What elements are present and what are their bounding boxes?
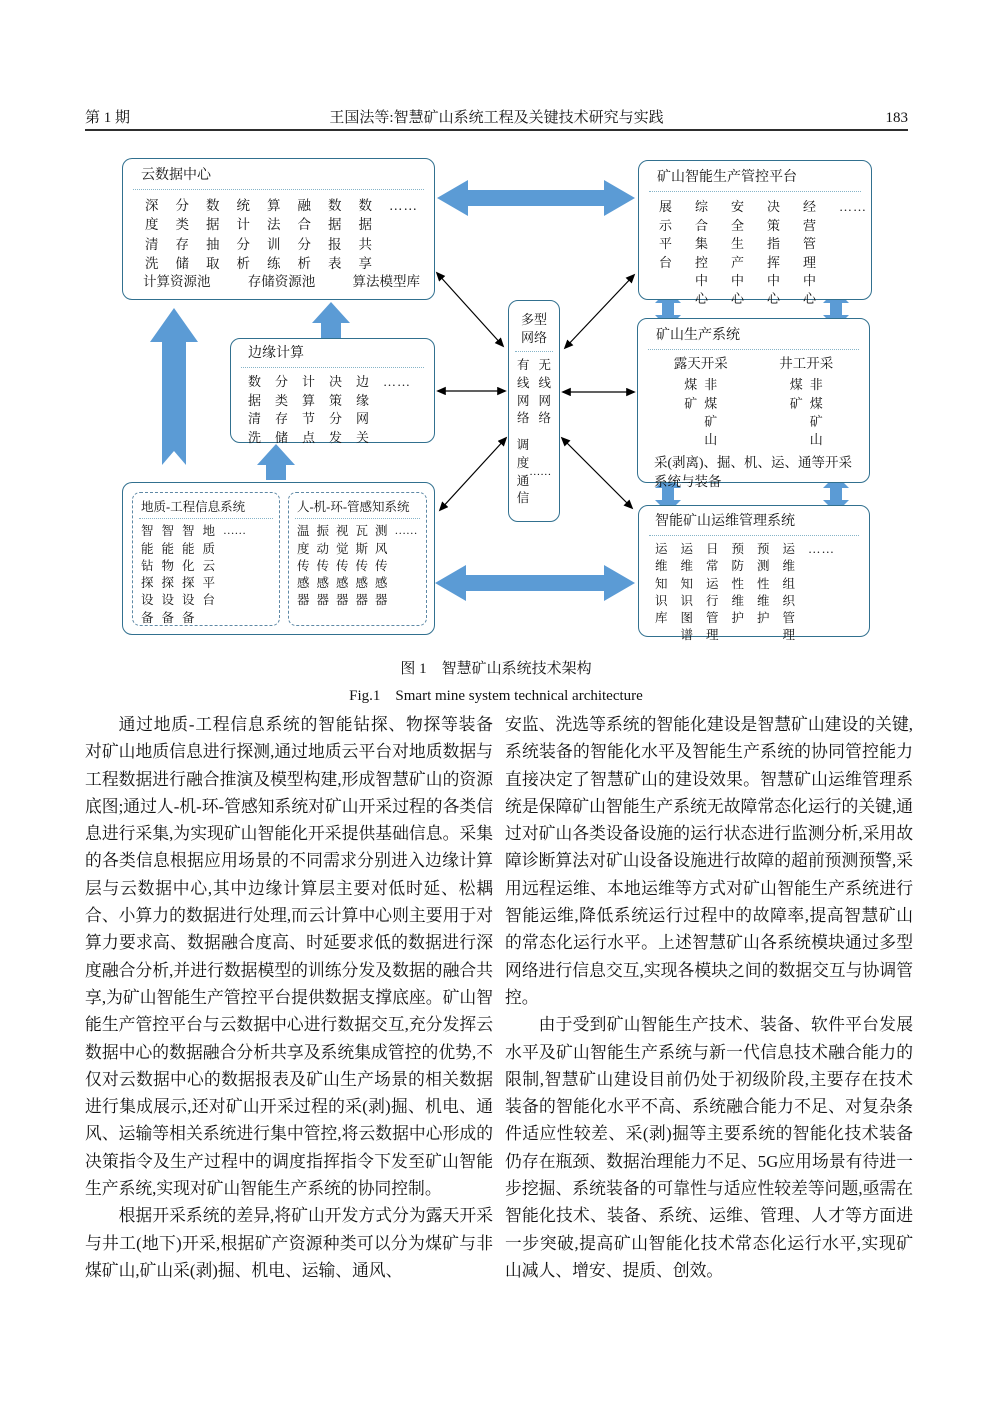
vertical-text-column: 煤矿 bbox=[684, 377, 698, 411]
box-cloud-data-center bbox=[122, 158, 435, 300]
vertical-text-column: 决策分发 bbox=[329, 374, 343, 445]
link-network-sensing bbox=[440, 438, 506, 510]
vertical-text-column: 边缘网关 bbox=[356, 374, 370, 445]
page-header bbox=[85, 106, 908, 127]
ellipsis: …… bbox=[394, 525, 418, 538]
vertical-text-column: 深度清洗 bbox=[145, 198, 159, 271]
arrow-sensing-om bbox=[435, 565, 635, 601]
paragraph: 安监、洗选等系统的智能化建设是智慧矿山建设的关键,系统装备的智能化水平及智能生产系统的协同管控能力直接决定了智慧矿山的建设效果。智慧矿山运维管理系统是保障矿山智能生产系统无故障常态化运行的关键,通过对矿山各类设备设施的运行状态进行监测分析,采用故障诊断算法对矿山设备设施进行故障的超前预测预警,采用远程运维、本地运维等方式对矿山智能生产系统进行智能运维,降低系统运行过程中的故障率,提高智慧矿山的常态化运行水平。上述智慧矿山各系统模块通过多型网络进行信息交互,实现各模块之间的数据交互与协调管控。 bbox=[505, 715, 913, 1007]
group-title: 露天开采 bbox=[673, 356, 728, 372]
header-rule bbox=[85, 129, 908, 131]
vertical-text-column: 经营管理中心 bbox=[803, 199, 817, 307]
vertical-text-column: 运维知识库 bbox=[655, 542, 668, 626]
vertical-text-column: 智能化探设备 bbox=[182, 524, 195, 625]
box-title: 人-机-环-管感知系统 bbox=[297, 500, 410, 514]
pool-label: 算法模型库 bbox=[352, 274, 420, 289]
vertical-text-column: 日常运行管理 bbox=[706, 542, 719, 643]
vertical-text-column: 预测性维护 bbox=[757, 542, 770, 626]
edge-functions bbox=[231, 373, 434, 447]
vertical-text-column: 地质云平台 bbox=[202, 524, 216, 608]
box-edge-computing bbox=[230, 338, 435, 443]
vertical-text-column: 智能钻探设备 bbox=[141, 524, 154, 625]
vertical-text-column: 决策指挥中心 bbox=[767, 199, 781, 307]
divider bbox=[241, 367, 424, 368]
network-types bbox=[509, 357, 559, 428]
link-network-platform bbox=[565, 275, 634, 348]
vertical-text-column: 有线网络 bbox=[517, 358, 530, 426]
vertical-text-column: 视觉传感器 bbox=[336, 524, 349, 608]
vertical-text-column: 预防性维护 bbox=[731, 542, 745, 626]
box-title: 矿山生产系统 bbox=[656, 328, 740, 343]
vertical-text-column: 智能物探设备 bbox=[161, 524, 175, 625]
box-title: 边缘计算 bbox=[248, 346, 304, 361]
network-types-2 bbox=[509, 437, 559, 508]
box-title: 地质-工程信息系统 bbox=[141, 500, 246, 514]
figure-caption-zh: 图 1 智慧矿山系统技术架构 bbox=[400, 661, 592, 677]
body-left-column bbox=[85, 711, 493, 1284]
running-title: 王国法等:智慧矿山系统工程及关键技术研究与实践 bbox=[329, 110, 664, 126]
figure-diagram bbox=[0, 150, 992, 655]
vertical-text-column: 分类存储 bbox=[275, 374, 289, 445]
ellipsis: …… bbox=[808, 542, 835, 557]
group-open-pit bbox=[674, 355, 728, 450]
group-items bbox=[779, 376, 833, 450]
link-network-om bbox=[562, 438, 632, 508]
vertical-text-column: 数据共享 bbox=[358, 198, 372, 271]
vertical-text-column: 瓦斯传感器 bbox=[355, 524, 369, 608]
vertical-text-column: 数据清洗 bbox=[248, 374, 262, 445]
vertical-text-column: 融合分析 bbox=[297, 198, 311, 271]
geo-devices bbox=[133, 523, 279, 627]
box-mine-production-system bbox=[637, 318, 870, 490]
vertical-text-column: 调度通信 bbox=[516, 438, 530, 506]
vertical-text-column: 运维知识图谱 bbox=[680, 542, 694, 643]
om-functions bbox=[639, 541, 869, 645]
body-right-column bbox=[505, 711, 913, 1284]
vertical-text-column: 运维组织管理 bbox=[782, 542, 796, 643]
vertical-text-column: 测风传感器 bbox=[375, 524, 388, 608]
arrow-cloud-platform bbox=[437, 180, 635, 216]
vertical-text-column: 数据抽取 bbox=[206, 198, 220, 271]
divider bbox=[295, 518, 420, 519]
vertical-text-column: 安全生产中心 bbox=[731, 199, 745, 307]
vertical-text-column: 非煤矿山 bbox=[809, 377, 823, 448]
sensors bbox=[289, 523, 426, 609]
ellipsis: …… bbox=[223, 525, 246, 538]
divider bbox=[515, 351, 553, 352]
paragraph: 根据开采系统的差异,将矿山开发方式分为露天开采与井工(地下)开采,根据矿产资源种类可以分为煤矿与非煤矿山,矿山采(剥)掘、机电、运输、通风、 bbox=[85, 1206, 493, 1280]
vertical-text-column: 振动传感器 bbox=[316, 524, 330, 608]
cloud-resource-pools bbox=[143, 270, 420, 290]
box-hmem-sensing-system bbox=[288, 492, 427, 626]
vertical-text-column: 展示平台 bbox=[659, 199, 673, 270]
box-multi-network bbox=[508, 300, 560, 522]
box-title: 多型网络 bbox=[521, 312, 548, 345]
box-title: 智能矿山运维管理系统 bbox=[655, 514, 795, 529]
journal-issue: 第 1 期 bbox=[85, 110, 131, 126]
vertical-text-column: 算法训练 bbox=[267, 198, 281, 271]
box-title: 云数据中心 bbox=[141, 168, 211, 183]
platform-centers bbox=[639, 197, 871, 309]
vertical-text-column: 综合集控中心 bbox=[695, 199, 709, 307]
ellipsis: …… bbox=[839, 199, 867, 215]
page-number: 183 bbox=[885, 110, 908, 126]
vertical-text-column: 统计分析 bbox=[236, 198, 250, 271]
box-title: 矿山智能生产管控平台 bbox=[657, 170, 797, 185]
figure-caption-en: Fig.1 Smart mine system technical architecture bbox=[349, 688, 643, 704]
arrow-edge-to-cloud bbox=[312, 302, 350, 338]
pool-label: 计算资源池 bbox=[143, 274, 211, 289]
vertical-text-column: 煤矿 bbox=[789, 377, 803, 411]
box-base-systems bbox=[122, 482, 435, 635]
paragraph: 由于受到矿山智能生产技术、装备、软件平台发展水平及矿山智能生产系统与新一代信息技术融合能力的限制,智慧矿山建设目前仍处于初级阶段,主要存在技术装备的智能化水平不高、系统融合能力不足、对复杂条件适应性较差、采(剥)掘等主要系统的智能化技术装备仍存在瓶颈、数据治理能力不足、5G应用场景有待进一步挖掘、系统装备的可靠性与适应性较差等问题,亟需在智能化技术、装备、系统、运维、管理、人才等方面进一步突破,提高矿山智能化技术常态化运行水平,实现矿山减人、增安、提质、创效。 bbox=[505, 1015, 913, 1280]
production-note: 采(剥离)、掘、机、运、通等开采系统与装备 bbox=[654, 454, 852, 490]
group-items bbox=[674, 376, 728, 450]
arrow-sensing-to-edge bbox=[257, 444, 295, 480]
ellipsis: …… bbox=[529, 465, 552, 478]
box-om-management-system bbox=[638, 505, 870, 643]
vertical-text-column: 数据报表 bbox=[328, 198, 342, 271]
mining-method-groups bbox=[638, 355, 869, 450]
ellipsis: …… bbox=[383, 374, 411, 390]
group-underground bbox=[779, 355, 833, 450]
divider bbox=[139, 518, 273, 519]
vertical-text-column: 分类存储 bbox=[175, 198, 189, 271]
box-geo-engineering-info-system bbox=[132, 492, 280, 626]
vertical-text-column: 非煤矿山 bbox=[704, 377, 718, 448]
ellipsis: …… bbox=[389, 198, 418, 214]
vertical-text-column: 温度传感器 bbox=[297, 524, 310, 608]
arrow-geo-to-cloud bbox=[150, 308, 198, 465]
divider bbox=[648, 349, 859, 350]
vertical-text-column: 计算节点 bbox=[302, 374, 316, 445]
box-production-control-platform bbox=[638, 160, 872, 307]
cloud-functions bbox=[123, 195, 434, 273]
pool-label: 存储资源池 bbox=[247, 274, 316, 289]
divider bbox=[133, 189, 424, 190]
divider bbox=[649, 535, 859, 536]
divider bbox=[649, 191, 861, 192]
vertical-text-column: 无线网络 bbox=[538, 358, 552, 426]
link-network-cloud bbox=[437, 273, 503, 346]
paragraph: 通过地质-工程信息系统的智能钻探、物探等装备对矿山地质信息进行探测,通过地质云平台对地质数据与工程数据进行融合推演及模型构建,形成智慧矿山的资源底图;通过人-机-环-管感知系统对矿山开采过程的各类信息进行采集,为实现矿山智能化开采提供基础信息。采集的各类信息根据应用场景的不同需求分别进入边缘计算层与云数据中心,其中边缘计算层主要对低时延、松耦合、小算力的数据进行处理,而云计算中心则主要用于对算力要求高、数据融合度高、时延要求低的数据进行深度融合分析,并进行数据模型的训练分发及数据的融合共享,为矿山智能生产管控平台提供数据支撑底座。矿山智能生产管控平台与云数据中心进行数据交互,充分发挥云数据中心的数据融合分析共享及系统集成管控的优势,不仅对云数据中心的数据报表及矿山生产场景的相关数据进行集成展示,还对矿山开采过程的采(剥)掘、机电、通风、运输等相关系统进行集中管控,将云数据中心形成的决策指令及生产过程中的调度指挥指令下发至矿山智能生产系统,实现对矿山智能生产系统的协同控制。 bbox=[85, 715, 493, 1199]
group-title: 井工开采 bbox=[779, 356, 834, 372]
